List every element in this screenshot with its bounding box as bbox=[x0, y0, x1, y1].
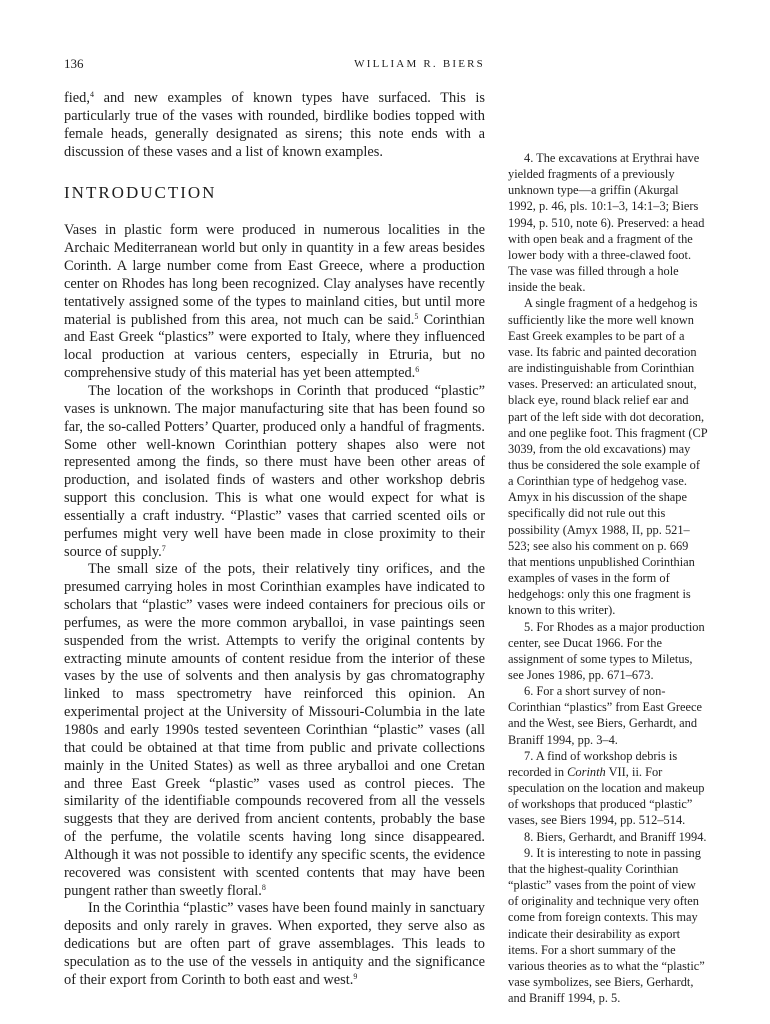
page-number: 136 bbox=[64, 56, 84, 71]
footnote-ref: 4 bbox=[89, 90, 94, 99]
running-head: WILLIAM R. BIERS bbox=[354, 58, 485, 70]
note-9: 9. It is interesting to note in passing that the highest-quality Corinthian “plastic” vases from the point of view of originality and technique very often come from foreign contexts. This may indicate their desirability as export items. For a short summary of the various theories as to what the “plastic” vase symbolizes, see Biers, Gerhardt, and Braniff 1994, p. 5. bbox=[508, 845, 705, 1006]
paragraph-2 bbox=[64, 383, 485, 561]
paragraph-1 bbox=[64, 222, 485, 383]
note-5: 5. For Rhodes as a major production center, see Ducat 1966. For the assignment of some types to Miletus, see Jones 1986, pp. 671–673. bbox=[508, 619, 705, 682]
text: Corinthian and East Greek “plastics” were exported to Italy, where they influenced local production at various centers, especially in Etruria, but no comprehensive study of this material has yet been attempted. bbox=[64, 311, 485, 382]
opening-paragraph bbox=[64, 90, 485, 161]
text: fied, bbox=[64, 90, 90, 106]
note-7 bbox=[508, 748, 708, 829]
footnote-ref: 6 bbox=[415, 365, 420, 375]
footnote-ref: 9 bbox=[353, 971, 358, 981]
paragraph-3 bbox=[64, 561, 485, 900]
text: 7. A find of workshop debris is recorded in bbox=[508, 748, 678, 779]
main-column bbox=[64, 90, 485, 990]
paragraph-4 bbox=[64, 900, 485, 989]
note-8: 8. Biers, Gerhardt, and Braniff 1994. bbox=[524, 829, 707, 844]
section-heading: INTRODUCTION bbox=[64, 183, 217, 203]
italic-title: Corinth bbox=[567, 764, 606, 779]
footnote-ref: 8 bbox=[261, 882, 266, 892]
note-4-continued: A single fragment of a hedgehog is sufficiently like the more well known East Greek examples to be part of a vase. Its fabric and painted decoration are indistinguishable from Corinthian vases. Preserved: an articulated snout, black eye, round black relief ear and part of the left side with dot decoration, and one peglike foot. This fragment (CP 3039, from the old excavations) may thus be considered the sole example of a Corinthian type of hedgehog vase. Amyx in his discussion of the shape specifically did not rule out this possibility (Amyx 1988, II, pp. 521–523; see also his comment on p. 669 that mentions unpublished Corinthian examples of vases in the form of hedgehogs: only this one fragment is known to this writer). bbox=[508, 296, 708, 618]
text: VII, ii. For speculation on the location and makeup of workshops that produced “plastic” vases, see Biers 1994, pp. 512–514. bbox=[508, 764, 705, 828]
text: The small size of the pots, their relatively tiny orifices, and the presumed carrying holes in most Corinthian examples have indicated to scholars that “plastic” vases were indeed containers for precious oils or perfumes, as were the more common aryballoi, in vase paintings seen suspended from the wrist. Attempts to verify the original contents by extracting minute amounts of content residue from the interior of these vases by the use of solvents and then analysis by gas chromatography linked to mass spectrometry have reinforced this opinion. An experimental project at the University of Missouri-Columbia in the late 1980s and early 1990s tested seventeen Corinthian “plastic” vases (all that could be obtained at that time from public and private collections mainly in the United States) as well as three aryballoi and one Cretan and three East Greek “plastic” vases used as control pieces. The similarity of the identifiable compounds recovered from all the vessels suggests that they are derived from ancient contents, probably the base of the perfume, the volatile scents having long since disappeared. Although it was not possible to identify any specific scents, the evidence recovered was consistent with scented contents that may have been pungent rather than sweetly floral. bbox=[64, 561, 485, 899]
text: Vases in plastic form were produced in numerous localities in the Archaic Mediterranean world but only in quantity in a few areas besides Corinth. A large number come from East Greece, where a production center on Rhodes has long been recognized. Clay analyses have recently tentatively assigned some of the types to mainland cities, but until more material is published from this area, not much can be said. bbox=[64, 222, 485, 328]
text: The location of the workshops in Corinth that produced “plastic” vases is unknown. The major manufacturing site that has been found so far, the so-called Potters’ Quarter, produced only a handful of fragments. Some other well-known Corinthian pottery shapes also were not represented among the finds, so there must have been other areas of production, and isolated finds of wasters and other workshop debris support this conclusion. This is what one would expect for what is essentially a craft industry. “Plastic” vases that carried scented oils or perfumes might very well have been made in close proximity to their source of supply. bbox=[64, 382, 485, 560]
footnote-ref: 5 bbox=[414, 311, 419, 321]
note-4: 4. The excavations at Erythrai have yielded fragments of a previously unknown type—a griffin (Akurgal 1992, p. 46, pls. 10:1–3, 14:1–3; Biers 1994, p. 510, note 6). Preserved: a head with open beak and a fragment of the lower body with a three-clawed foot. The vase was filled through a hole inside the beak. bbox=[508, 151, 705, 295]
text: In the Corinthia “plastic” vases have been found mainly in sanctuary deposits and only rarely in graves. When exported, they serve also as dedications but are often part of grave assemblages. This leads to speculation as to the use of the vessels in antiquity and the significance of their export from Corinth to both east and west. bbox=[64, 900, 485, 988]
note-6: 6. For a short survey of non-Corinthian “plastics” from East Greece and the West, see Biers, Gerhardt, and Braniff 1994, pp. 3–4. bbox=[508, 684, 703, 747]
notes-column bbox=[508, 150, 708, 1006]
footnote-ref: 7 bbox=[161, 543, 166, 553]
text: and new examples of known types have surfaced. This is particularly true of the vases with rounded, birdlike bodies topped with female heads, generally designated as sirens; this note ends with a discussion of these vases and a list of known examples. bbox=[64, 90, 485, 160]
